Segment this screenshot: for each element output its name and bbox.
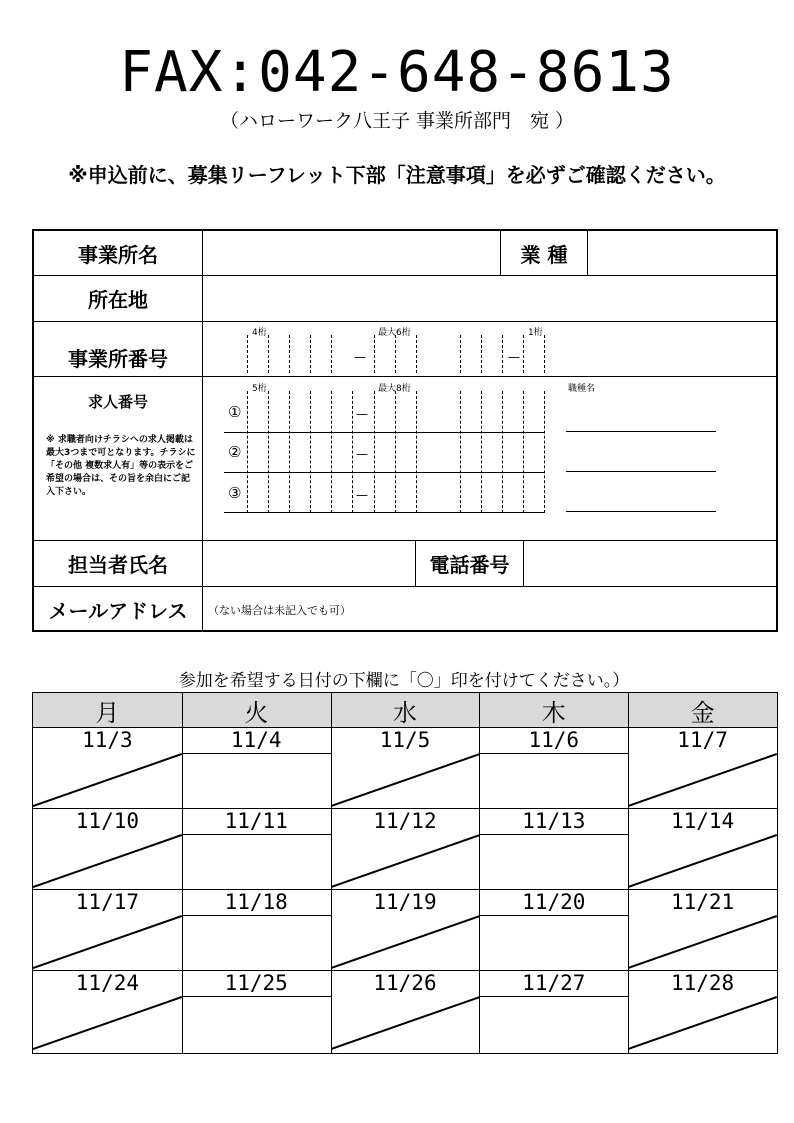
day-header-1: 火 — [244, 698, 269, 727]
calendar-mark-cell[interactable] — [479, 753, 628, 808]
calendar-cell-unavailable — [628, 834, 777, 889]
fax-number-title: FAX:042-648-8613 — [119, 40, 675, 105]
diagonal-strike — [33, 915, 182, 970]
job-number-hint-8: 最大8桁 — [378, 384, 411, 394]
office-number-label: 事業所番号 — [68, 346, 168, 371]
job-row-3-marker: ③ — [228, 484, 242, 502]
diagonal-strike — [628, 915, 777, 970]
calendar-mark-cell[interactable] — [479, 834, 628, 889]
job-type-field-1[interactable] — [566, 399, 716, 431]
application-form — [32, 229, 778, 632]
calendar-mark-cell[interactable] — [479, 996, 628, 1051]
calendar-date: 11/26 — [373, 971, 437, 995]
recipient-line: （ハローワーク八王子 事業所部門 宛 ） — [219, 110, 575, 132]
calendar-cell-unavailable — [331, 996, 480, 1051]
calendar-date: 11/27 — [522, 971, 586, 995]
job-type-field-3[interactable] — [566, 479, 716, 511]
calendar-date: 11/21 — [670, 890, 735, 914]
diagonal-strike — [628, 996, 777, 1051]
diagonal-strike — [331, 753, 480, 808]
calendar-date: 11/12 — [373, 809, 437, 833]
calendar-date: 11/13 — [522, 809, 586, 833]
calendar-date: 11/7 — [677, 728, 728, 752]
office-number-hint-4: 4桁 — [252, 328, 267, 338]
job-row-3-separator: — — [356, 488, 368, 502]
calendar-cell-unavailable — [33, 834, 182, 889]
calendar-date: 11/6 — [528, 728, 580, 752]
office-number-hint-6: 最大6桁 — [378, 328, 411, 338]
calendar-date: 11/5 — [379, 728, 431, 752]
company-name-field[interactable] — [204, 232, 499, 274]
phone-field[interactable] — [525, 542, 776, 585]
job-row-2-separator: — — [356, 447, 368, 461]
job-row-2-marker: ② — [228, 443, 242, 461]
diagonal-strike — [33, 996, 182, 1051]
day-header-3: 木 — [541, 698, 566, 727]
industry-field[interactable] — [589, 232, 776, 274]
calendar-mark-cell[interactable] — [182, 753, 331, 808]
calendar-date: 11/3 — [82, 728, 133, 752]
job-number-label: 求人番号 — [87, 393, 148, 411]
calendar-date: 11/28 — [670, 971, 735, 995]
diagonal-strike — [33, 753, 182, 808]
calendar-date: 11/17 — [75, 890, 139, 914]
notice-text: ※申込前に、募集リーフレット下部「注意事項」を必ずご確認ください。 — [68, 163, 726, 187]
office-number-hint-1: 1桁 — [528, 328, 543, 338]
day-header-2: 水 — [392, 698, 417, 727]
calendar-date: 11/10 — [75, 809, 139, 833]
diagonal-strike — [33, 834, 182, 889]
job-row-1-marker: ① — [228, 403, 242, 421]
email-field[interactable] — [204, 588, 776, 631]
calendar-table — [32, 692, 778, 1054]
office-number-separator-2: — — [508, 350, 520, 364]
job-number-hint-5: 5桁 — [252, 384, 267, 394]
calendar-cell-unavailable — [628, 996, 777, 1051]
phone-label: 電話番号 — [429, 553, 510, 577]
contact-person-field[interactable] — [204, 542, 414, 585]
job-number-note: ※ 求職者向けチラシへの求人掲載は最大3つまで可となります。チラシに「その他 複数求人有」等の表示をご希望の場合は、その旨を余白にご記入下さい。 — [46, 435, 196, 497]
calendar-cell-unavailable — [33, 915, 182, 970]
contact-person-label: 担当者氏名 — [68, 553, 168, 577]
address-field[interactable] — [204, 277, 776, 320]
calendar-mark-cell[interactable] — [182, 915, 331, 970]
job-type-hint: 職種名 — [568, 384, 596, 394]
calendar-mark-cell[interactable] — [182, 834, 331, 889]
job-row-1-separator: — — [356, 407, 368, 421]
calendar-instruction: 参加を希望する日付の下欄に「〇」印を付けてください。） — [178, 671, 630, 691]
job-type-field-2[interactable] — [566, 439, 716, 471]
calendar-date: 11/18 — [224, 890, 288, 914]
company-name-label: 事業所名 — [78, 242, 158, 267]
office-number-field[interactable] — [244, 335, 548, 373]
diagonal-strike — [331, 834, 480, 889]
calendar-cell-unavailable — [628, 915, 777, 970]
calendar-date: 11/4 — [230, 728, 282, 752]
email-note: （ない場合は未記入でも可） — [208, 604, 351, 617]
day-header-4: 金 — [690, 698, 715, 727]
calendar-cell-unavailable — [33, 753, 182, 808]
diagonal-strike — [628, 834, 777, 889]
calendar-date: 11/24 — [75, 971, 139, 995]
calendar-cell-unavailable — [33, 996, 182, 1051]
calendar-date: 11/25 — [224, 971, 288, 995]
calendar-cell-unavailable — [628, 753, 777, 808]
address-label: 所在地 — [88, 288, 148, 312]
calendar-date: 11/19 — [373, 890, 437, 914]
calendar-date: 11/20 — [522, 890, 586, 914]
industry-label: 業 種 — [520, 242, 568, 267]
calendar-cell-unavailable — [331, 753, 480, 808]
diagonal-strike — [331, 996, 480, 1051]
office-number-separator: — — [354, 350, 366, 364]
calendar-mark-cell[interactable] — [479, 915, 628, 970]
diagonal-strike — [628, 753, 777, 808]
diagonal-strike — [331, 915, 480, 970]
calendar-mark-cell[interactable] — [182, 996, 331, 1051]
day-header-0: 月 — [95, 698, 120, 727]
email-label: メールアドレス — [48, 599, 188, 623]
calendar-date: 11/11 — [224, 809, 288, 833]
calendar-date: 11/14 — [670, 809, 735, 833]
calendar-cell-unavailable — [331, 915, 480, 970]
calendar-cell-unavailable — [331, 834, 480, 889]
